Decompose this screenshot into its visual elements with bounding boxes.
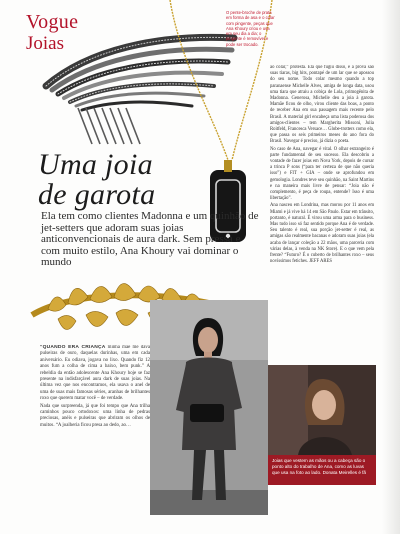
page-gutter xyxy=(382,0,400,534)
headline-line-1: Uma joia xyxy=(38,148,153,181)
body-column-left xyxy=(40,345,150,525)
article-headline xyxy=(38,150,198,210)
magazine-name: Vogue xyxy=(26,11,79,33)
body-left-paragraph-2: Nada que surpreenda, já que foi tempo que Ana trilha caminhos pouco ortodoxos: uma linha de pedras preciosas, anéis e pulseiras que abriram os olhos de muitos. “A joalheria ficou presa ao dedo, ao… xyxy=(40,403,150,428)
body-right-paragraph-2: No caso de Ana, navegar é vital. O olhar estrangeiro é parte fundamental de seu sucesso. Ela descobriu a vontade de fazer joias em Nova York, depois de cursar a trinca P sons (“para ter certeza de que não queria isso”) e FIT + GIA – onde se aprofundou em gemologia. Londres teve seu quinhão, na Saint Martins e na maneira mais livre de pensar: “Joia não é complemento, é peça de roupa, entende? Isso é uma libertação”. xyxy=(270,146,374,202)
lead-in: “QUANDO ERA CRIANÇA xyxy=(40,345,106,350)
main-portrait-photo xyxy=(150,300,268,515)
section-name: Joias xyxy=(26,33,64,54)
body-right-paragraph-1: ao colar,” protesta. Ela que fugiu disso, é a prova são suas tiaras, big hits, pontapé de um lar que se apossou do seu nome. Todo colar mesmo quando a top paranaense Michelle Alves, amiga de longa data, usou uma tiara que atraiu a cobiça de Lola, primogênita de Madonna. Generosa, Michelle deu a joia à garota. Mamãe ficou de olho, virou cliente das boas, a ponto de receber Ana em sua passagem mais recente pelo Brasil. A material girl encabeça uma lista poderosa dos amigos-clientes – tem Margherita Missoni, Julia Roitfeld, Francesca Versace… Globe-trotters como ela, que passa os seis primeiros meses do ano fora do Brasil. Navegar é preciso, já dizia o poeta. xyxy=(270,65,374,145)
body-left-paragraph-1: minha mãe me dava pulseiras de ouro, daquelas durinhas, uma em cada aniversário. Eu odiava, jogava no lixo. Quando fiz 12 anos fum a colha de cima a baixo, bem punk.” A rebeldia da então adolescente Ana Khoury hoje se faz presente na indisfarçável aura dark de suas joias. Na última vez que nos encontramos, ela usava o anel de uma de suas mais famosas séries, aranhas de brilhantes roxo que querem matar você – de verdade. xyxy=(40,345,150,402)
secondary-portrait-photo xyxy=(268,365,376,455)
article-deck: Ela tem como clientes Madonna e um quinhão de jet-setters que adoram suas joias anticonvencionais de aura dark. Sem pressa e com muito estilo, Ana Khoury vai dominar o mundo xyxy=(41,210,259,268)
body-right-paragraph-3: Ana nasceu em Londrina, mas morou por 11 anos em Miami e já vive há 14 em São Paulo. Estar em trânsito, portanto, é natural. É virou uma arma para o business. Mas tudo isso só faz sentido porque Ana é de verdade. Seu talento é real, sua porção jet-setter é real, as amigas são realmente bacanas e adoram suas joias (ela acaba de lançar coleção a 22 mãos, uma parceria com várias delas, à venda na NK Store). E o que vem pela frente? “Futuro? É o cuberto de brilhantes roxo – seus novíssimos fetiches. JEFF ARES xyxy=(270,203,374,265)
photo-caption: Joias que vestem as mãos ou a cabeça são o ponto alto do trabalho de Ana, como as luvas que usa na foto ao lado. Donata Meirelles é fã xyxy=(268,455,376,485)
necklace-caption: O pente-broche de prata em forma de asa e o colar com pingente, peças que Ana Khoury criou e usa em seu dia a dia; o pingente é removível e pode ser trocado. xyxy=(226,10,275,47)
headline-line-2: de garota xyxy=(38,178,156,211)
